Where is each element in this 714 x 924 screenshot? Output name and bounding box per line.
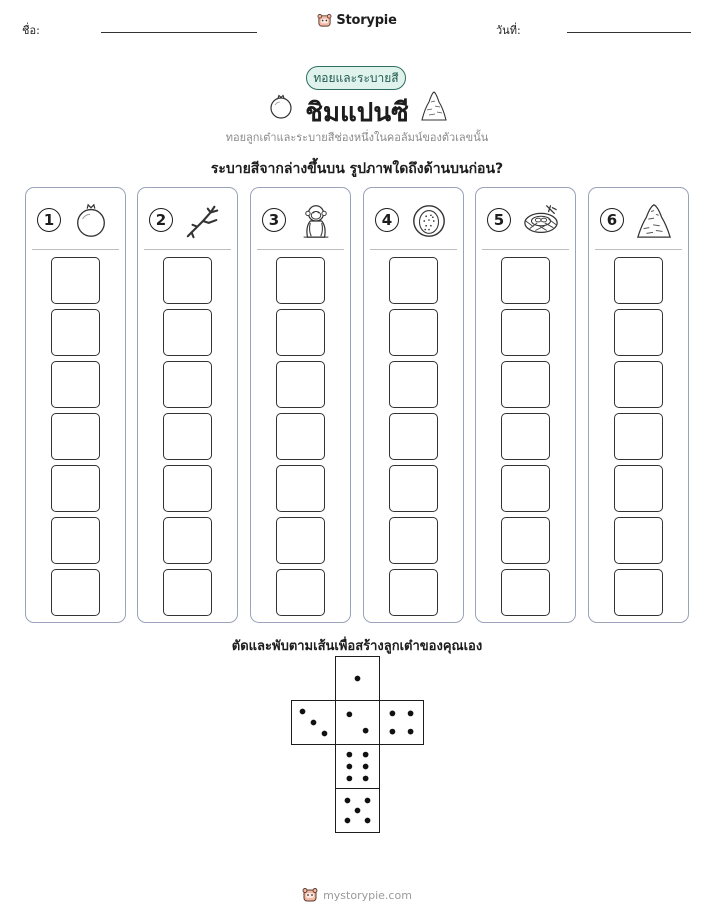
color-cell[interactable] [501, 361, 550, 408]
color-cell[interactable] [51, 413, 100, 460]
color-cell[interactable] [389, 517, 438, 564]
column-divider [370, 249, 457, 250]
color-cell[interactable] [276, 465, 325, 512]
date-line[interactable] [567, 32, 691, 33]
color-cell[interactable] [276, 517, 325, 564]
color-cell[interactable] [276, 309, 325, 356]
footer [0, 887, 714, 903]
color-cell[interactable] [51, 257, 100, 304]
chimpanzee-icon [297, 202, 335, 240]
color-cell[interactable] [389, 569, 438, 616]
color-cell[interactable] [276, 569, 325, 616]
color-cell[interactable] [389, 361, 438, 408]
color-cell[interactable] [51, 361, 100, 408]
color-cell[interactable] [614, 257, 663, 304]
name-line[interactable] [101, 32, 257, 33]
color-cell[interactable] [614, 413, 663, 460]
color-cell[interactable] [51, 517, 100, 564]
column-number: 3 [262, 208, 286, 232]
color-cell[interactable] [389, 465, 438, 512]
dice-face-1 [335, 656, 380, 701]
dice-face-2 [335, 700, 380, 745]
column-2 [137, 187, 238, 623]
dice-face-6 [335, 744, 380, 789]
termite-mound-icon [419, 90, 449, 122]
column-number: 2 [149, 208, 173, 232]
column-6 [588, 187, 689, 623]
color-cell[interactable] [276, 361, 325, 408]
column-number: 4 [375, 208, 399, 232]
color-cell[interactable] [276, 413, 325, 460]
fig-icon [410, 202, 448, 240]
color-cell[interactable] [501, 517, 550, 564]
dice-face-5 [335, 788, 380, 833]
column-divider [482, 249, 569, 250]
activity-tag: ทอยและระบายสี [306, 66, 406, 90]
date-label: วันที่: [496, 24, 521, 37]
column-3 [250, 187, 351, 623]
storypie-mascot-icon [302, 887, 318, 903]
color-cell[interactable] [501, 569, 550, 616]
column-number: 1 [37, 208, 61, 232]
color-cell[interactable] [501, 309, 550, 356]
color-cell[interactable] [51, 309, 100, 356]
color-cell[interactable] [163, 569, 212, 616]
page-title: ชิมแปนซี [305, 98, 409, 128]
column-1 [25, 187, 126, 623]
name-label: ชื่อ: [22, 24, 40, 37]
pomegranate-icon [72, 202, 110, 240]
color-cell[interactable] [389, 257, 438, 304]
color-cell[interactable] [51, 465, 100, 512]
color-cell[interactable] [163, 413, 212, 460]
color-cell[interactable] [501, 413, 550, 460]
column-divider [32, 249, 119, 250]
column-divider [595, 249, 682, 250]
footer-url[interactable]: mystorypie.com [323, 888, 412, 902]
color-cell[interactable] [389, 309, 438, 356]
color-cell[interactable] [51, 569, 100, 616]
color-cell[interactable] [389, 413, 438, 460]
storypie-mascot-icon [317, 13, 332, 28]
brand-logo [0, 13, 714, 28]
nest-icon [522, 202, 560, 240]
color-cell[interactable] [163, 517, 212, 564]
color-cell[interactable] [614, 465, 663, 512]
color-cell[interactable] [614, 309, 663, 356]
column-divider [257, 249, 344, 250]
color-cell[interactable] [163, 361, 212, 408]
color-cell[interactable] [614, 517, 663, 564]
color-cell[interactable] [163, 309, 212, 356]
color-cell[interactable] [501, 257, 550, 304]
dice-instructions: ตัดและพับตามเส้นเพื่อสร้างลูกเต๋าของคุณเอง [231, 639, 483, 654]
branch-icon [184, 202, 222, 240]
dice-face-4 [379, 700, 424, 745]
column-4 [363, 187, 464, 623]
color-cell[interactable] [614, 361, 663, 408]
instructions: ทอยลูกเต๋าและระบายสีช่องหนึ่งในคอลัมน์ของตัวเลขนั้น [225, 131, 489, 144]
column-number: 5 [487, 208, 511, 232]
column-5 [475, 187, 576, 623]
color-cell[interactable] [614, 569, 663, 616]
column-number: 6 [600, 208, 624, 232]
color-cell[interactable] [163, 257, 212, 304]
dice-face-3 [291, 700, 336, 745]
color-cell[interactable] [276, 257, 325, 304]
brand-name: Storypie [336, 13, 397, 28]
color-cell[interactable] [163, 465, 212, 512]
color-cell[interactable] [501, 465, 550, 512]
question: ระบายสีจากล่างขึ้นบน รูปภาพใดถึงด้านบนก่อน? [210, 161, 504, 177]
column-divider [144, 249, 231, 250]
termite-mound-icon [635, 202, 673, 240]
